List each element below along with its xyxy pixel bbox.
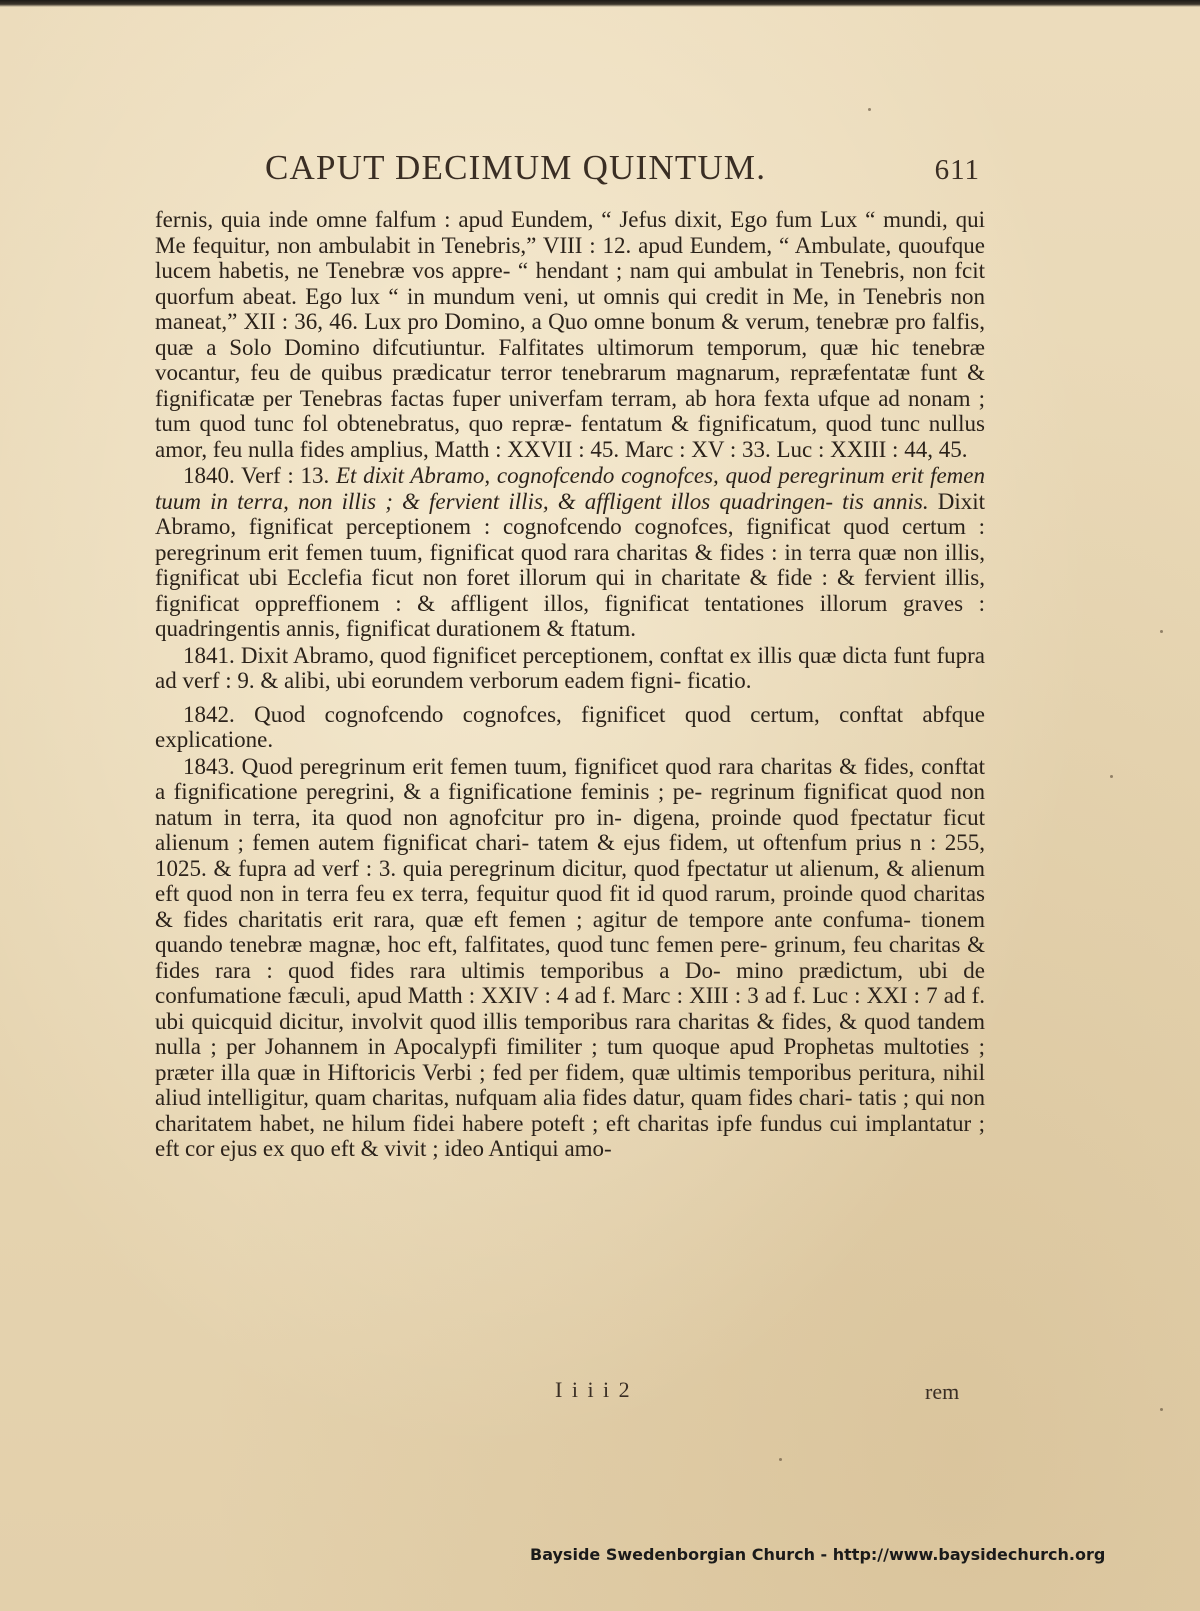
body-text [155, 207, 985, 1162]
paper-speck [1160, 1408, 1163, 1411]
verse-quotation: Et dixit Abramo, cognofcendo cognofces, quod peregrinum erit femen tuum in terra, non illis ; & fervient illis, & affligent illos quadringen- tis annis. [155, 463, 985, 514]
paper-speck [779, 1458, 782, 1461]
paper-speck [868, 108, 871, 111]
page-header [265, 148, 980, 196]
paragraph-1840 [155, 463, 985, 642]
paper-speck [1110, 775, 1113, 778]
paragraph-number: 1840. [183, 463, 235, 488]
paragraph-1843: 1843. Quod peregrinum erit femen tuum, fignificet quod rara charitas & fides, conftat a fignificatione peregrini, & a fignificatione feminis ; pe- regrinum fignificat quod non natum in terra, ita quod non agnofcitur pro in- digena, proinde quod fpectatur ficut alienum ; femen autem fignificat chari- tatem & ejus fidem, ut oftenfum prius n : 255, 1025. & fupra ad verf : 3. quia peregrinum dicitur, quod fpectatur ut alienum, & alienum eft quod non in terra feu ex terra, fequitur quod fit id quod rarum, proinde quod charitas & fides charitatis erit rara, quæ eft femen ; agitur de tempore ante confuma- tionem quando tenebræ magnæ, hoc eft, falfitates, quod tunc femen pere- grinum, feu charitas & fides rara : quod fides rara ultimis temporibus a Do- mino prædictum, ubi de confumatione fæculi, apud Matth : XXIV : 4 ad f. Marc : XIII : 3 ad f. Luc : XXI : 7 ad f. ubi quicquid dicitur, involvit quod illis temporibus rara charitas & fides, & quod tandem nulla ; per Johannem in Apocalypfi fimiliter ; tum quoque apud Prophetas multoties ; præter illa quæ in Hiftoricis Verbi ; fed per fidem, quæ ultimis temporibus peritura, nihil aliud intelligitur, quam charitas, nufquam alia fides datur, quam fides chari- tatis ; qui non charitatem habet, ne hilum fidei habere poteft ; eft charitas ipfe fundus cui implantatur ; eft cor ejus ex quo eft & vivit ; ideo Antiqui amo- [155, 753, 985, 1161]
paragraph-1842: 1842. Quod cognofcendo cognofces, fignificet quod certum, conftat abfque explicatione. [155, 701, 985, 752]
page-top-edge [0, 0, 1200, 7]
running-title: CAPUT DECIMUM QUINTUM. [265, 148, 767, 187]
paragraph-text: Dixit Abramo, fignificat perceptionem : cognofcendo cognofces, fignificat quod certum : peregrinum erit femen tuum, fignificat quod rara charitas & fides : in terra quæ non illis, fignificat ubi Ecclefia ficut non foret illorum qui in charitate & fide : & fervient illis, fignificat oppreffionem : & affligent illos, fignificat tentationes illorum graves : quadringentis annis, fignificat durationem & ftatum. [155, 488, 985, 641]
catchword: rem [925, 1379, 960, 1404]
paper-speck [1160, 630, 1163, 633]
page-number: 611 [934, 154, 980, 186]
site-watermark: Bayside Swedenborgian Church - http://www.baysidechurch.org [530, 1545, 1106, 1564]
verse-reference: Verf : 13. [241, 463, 330, 488]
signature-mark: I i i i 2 [555, 1377, 632, 1402]
paragraph-continuation: fernis, quia inde omne falfum : apud Eundem, “ Jefus dixit, Ego fum Lux “ mundi, qui Me fequitur, non ambulabit in Tenebris,” VIII : 12. apud Eundem, “ Ambulate, quoufque lucem habetis, ne Tenebræ vos appre- “ hendant ; nam qui ambulat in Tenebris, non fcit quorfum abeat. Ego lux “ in mundum veni, ut omnis qui credit in Me, in Tenebris non maneat,” XII : 36, 46. Lux pro Domino, a Quo omne bonum & verum, tenebræ pro falfis, quæ a Solo Domino difcutiuntur. Falfitates ultimorum temporum, quæ hic tenebræ vocantur, feu de quibus prædicatur terror tenebrarum magnarum, repræfentatæ funt & fignificatæ per Tenebras factas fuper univerfam terram, ab hora fexta ufque ad nonam ; tum quod tunc fol obtenebratus, quo repræ- fentatum & fignificatum, quod tunc nullus amor, feu nulla fides amplius, Matth : XXVII : 45. Marc : XV : 33. Luc : XXIII : 44, 45. [155, 207, 985, 462]
paragraph-1841: 1841. Dixit Abramo, quod fignificet perceptionem, conftat ex illis quæ dicta funt fupra ad verf : 9. & alibi, ubi eorundem verborum eadem figni- ficatio. [155, 642, 985, 693]
